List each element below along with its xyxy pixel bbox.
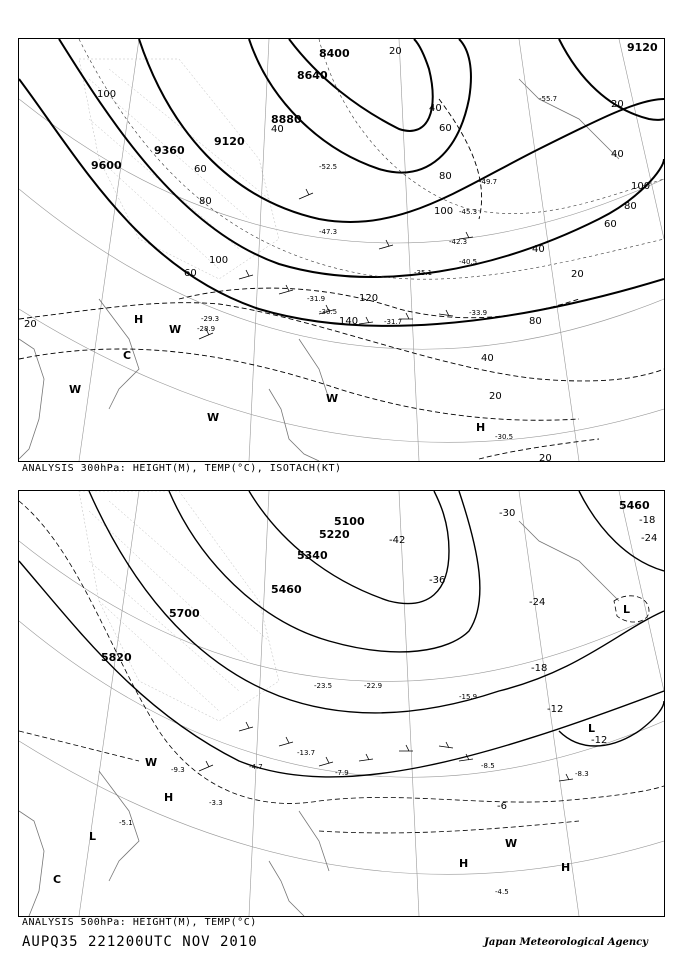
temp-reading: -8.5 (481, 762, 495, 770)
temp-reading: -40.5 (459, 258, 478, 266)
height-label: 5340 (297, 549, 328, 562)
warm-center-marker: W (505, 837, 518, 850)
height-label: 5820 (101, 651, 132, 664)
isotherm-label: -18 (639, 515, 656, 526)
isotach-label: 20 (489, 391, 502, 402)
temp-reading: -28.9 (197, 325, 216, 333)
warm-center-marker: W (145, 756, 158, 769)
isotach-label: 40 (429, 103, 442, 114)
temp-reading: -31.7 (384, 318, 403, 326)
temp-reading: -9.3 (171, 766, 185, 774)
isotach-label: 20 (389, 46, 402, 57)
isotach-label: 40 (271, 124, 284, 135)
map-300hpa-svg (19, 39, 664, 461)
caption-500hpa: ANALYSIS 500hPa: HEIGHT(M), TEMP(°C) (22, 917, 257, 928)
temp-reading: -52.5 (319, 163, 338, 171)
isotherm-label: -24 (529, 597, 546, 608)
isotach-label: 80 (439, 171, 452, 182)
isotach-label: 140 (339, 316, 359, 327)
isotherm-label: -12 (547, 704, 564, 715)
low-pressure-marker: L (588, 722, 596, 735)
temp-reading: -45.3 (459, 208, 478, 216)
warm-center-marker: W (207, 411, 220, 424)
isotherm-label: -12 (591, 735, 608, 746)
height-label: 9360 (154, 144, 185, 157)
height-label: 5220 (319, 528, 350, 541)
map-panel-300hpa (18, 38, 665, 462)
isotach-label: 80 (199, 196, 212, 207)
temp-reading: -30.5 (495, 433, 514, 441)
temp-reading: -4.5 (495, 888, 509, 896)
isotach-label: 60 (604, 219, 617, 230)
isotach-label: 20 (571, 269, 584, 280)
high-pressure-marker: H (476, 421, 486, 434)
coastlines (19, 521, 619, 916)
isotach-label: 120 (359, 293, 379, 304)
isotach-label: 100 (631, 181, 651, 192)
isotach-label: 100 (209, 255, 229, 266)
temp-reading: -13.7 (297, 749, 316, 757)
warm-center-marker: W (326, 392, 339, 405)
chart-code-and-time: AUPQ35 221200UTC NOV 2010 (22, 934, 258, 950)
isotherm-label: -24 (641, 533, 658, 544)
temp-reading: -5.1 (119, 819, 133, 827)
height-label: 8880 (271, 113, 302, 126)
isotach-label: 80 (624, 201, 637, 212)
height-label: 5100 (334, 515, 365, 528)
temp-reading: -33.9 (469, 309, 488, 317)
isotherm-label: -36 (429, 575, 446, 586)
height-label: 8400 (319, 47, 350, 60)
temperature-readings (119, 682, 589, 896)
temp-reading: -15.9 (459, 693, 478, 701)
isotach-label: 40 (532, 244, 545, 255)
high-pressure-marker: H (459, 857, 469, 870)
temp-reading: -49.7 (479, 178, 498, 186)
height-labels (91, 41, 658, 172)
height-label: 9600 (91, 159, 122, 172)
height-label: 5700 (169, 607, 200, 620)
warm-center-marker: W (69, 383, 82, 396)
temp-reading: -30.5 (319, 308, 338, 316)
isotach-label: 80 (529, 316, 542, 327)
height-label: 8640 (297, 69, 328, 82)
high-pressure-marker: H (561, 861, 571, 874)
low-pressure-marker: L (89, 830, 97, 843)
high-pressure-marker: H (134, 313, 144, 326)
temp-reading: -7.9 (335, 769, 349, 777)
high-pressure-marker: H (164, 791, 174, 804)
cold-center-marker: C (53, 873, 62, 886)
isotach-label: 60 (439, 123, 452, 134)
isotach-label: 60 (184, 268, 197, 279)
pressure-centers (69, 313, 485, 434)
height-label: 9120 (214, 135, 245, 148)
isotherm-label: -6 (497, 801, 507, 812)
isotherm-label: -30 (499, 508, 516, 519)
cold-center-marker: C (123, 349, 132, 362)
isotach-label: 100 (97, 89, 117, 100)
height-label: 5460 (271, 583, 302, 596)
agency-credit: Japan Meteorological Agency (484, 937, 648, 948)
isotherm-label: -42 (389, 535, 406, 546)
map-500hpa-svg (19, 491, 664, 916)
isotach-label: 20 (611, 99, 624, 110)
height-label: 9120 (627, 41, 658, 54)
low-pressure-marker: L (623, 603, 631, 616)
isotherm-label: -18 (531, 663, 548, 674)
height-contours (19, 39, 664, 326)
isotach-label: 20 (24, 319, 37, 330)
pressure-centers (53, 603, 630, 886)
map-panel-500hpa (18, 490, 665, 917)
isotach-label: 40 (481, 353, 494, 364)
isotach-label: 60 (194, 164, 207, 175)
temp-reading: -3.3 (209, 799, 223, 807)
height-labels (101, 499, 650, 664)
temp-reading: -23.5 (314, 682, 333, 690)
isotach-label: 20 (539, 453, 552, 461)
temp-reading: -22.9 (364, 682, 383, 690)
height-label: 5460 (619, 499, 650, 512)
temp-reading: -29.3 (201, 315, 220, 323)
temp-reading: -55.7 (539, 95, 558, 103)
temperature-readings (197, 95, 557, 441)
warm-center-marker: W (169, 323, 182, 336)
temp-reading: -4.7 (249, 763, 263, 771)
isotherm-labels (389, 508, 657, 812)
isotach-label: 40 (611, 149, 624, 160)
temp-reading: -42.3 (449, 238, 468, 246)
isotherm-lines (79, 39, 664, 279)
temp-reading: -47.3 (319, 228, 338, 236)
graticule (19, 39, 664, 461)
caption-300hpa: ANALYSIS 300hPa: HEIGHT(M), TEMP(°C), ISOTACH(KT) (22, 463, 342, 474)
temp-reading: -31.9 (307, 295, 326, 303)
isotach-label: 100 (434, 206, 454, 217)
temp-reading: -8.3 (575, 770, 589, 778)
temp-reading: -35.1 (414, 269, 433, 277)
isotherm-lines (19, 501, 664, 833)
